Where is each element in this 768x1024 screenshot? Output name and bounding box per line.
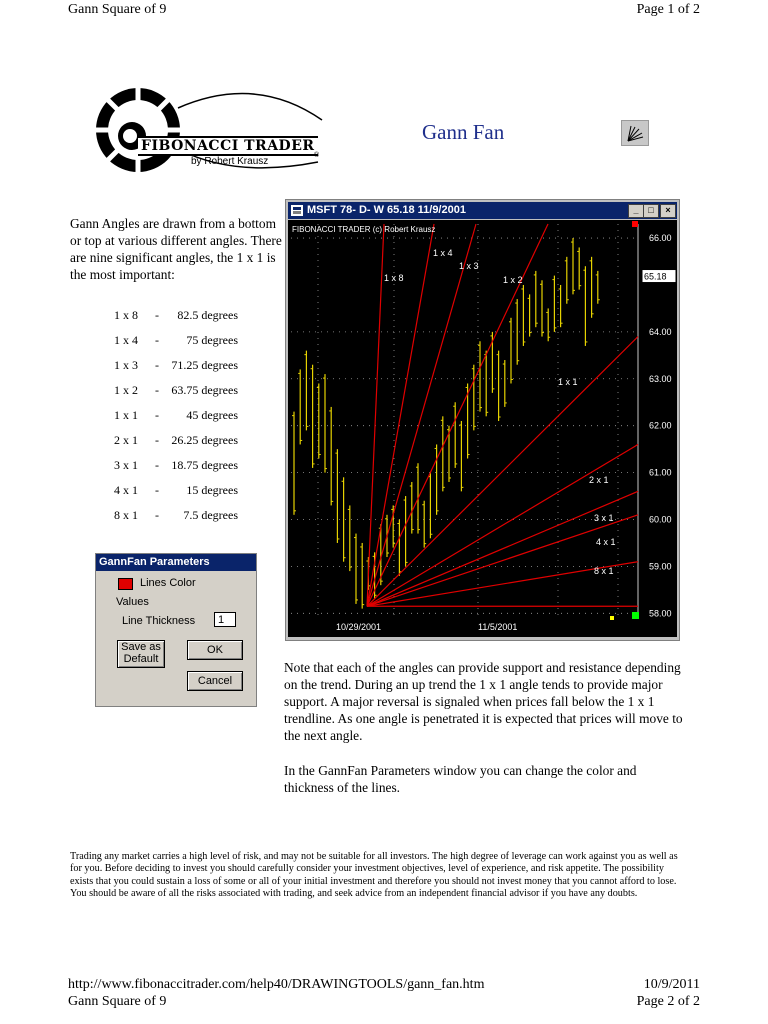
angle-degrees: 82.5 degrees — [177, 308, 238, 322]
angle-row — [114, 403, 238, 428]
y-tick-label: 59.00 — [649, 561, 672, 572]
fan-label: 1 x 8 — [384, 273, 404, 283]
angle-ratio: 1 x 2 — [114, 383, 138, 397]
support-resistance-paragraph: Note that each of the angles can provide support and resistance depending on the trend. During an up trend the 1 x 1 angle tends to provide major support. A major reversal is signaled when prices fall below the 1 x 1 trendline. As one angle is penetrated it is expected that prices will move to the next angle. — [284, 660, 683, 743]
lines-color-label: Lines Color — [140, 577, 196, 589]
fan-label: 2 x 1 — [589, 475, 609, 485]
angle-dash: - — [155, 458, 159, 472]
intro-paragraph: Gann Angles are drawn from a bottom or top at various different angles. There are nine significant angles, the 1 x 1 is the most important: — [70, 216, 282, 282]
angle-dash: - — [155, 408, 159, 422]
fibonacci-trader-logo — [86, 80, 326, 180]
line-thickness-input[interactable]: 1 — [214, 612, 236, 627]
angle-degrees: 75 degrees — [186, 333, 238, 347]
chart-window-title: MSFT 78- D- W 65.18 11/9/2001 — [307, 204, 466, 216]
fan-label: 4 x 1 — [596, 537, 616, 547]
angle-degrees: 7.5 degrees — [183, 508, 238, 522]
line-thickness-label: Line Thickness — [122, 615, 196, 627]
angle-degrees: 18.75 degrees — [171, 458, 238, 472]
angle-row — [114, 353, 238, 378]
angle-row — [114, 328, 238, 353]
angle-row — [114, 378, 238, 403]
fan-label: 8 x 1 — [594, 566, 614, 576]
angle-ratio: 1 x 4 — [114, 333, 138, 347]
y-tick-label: 64.00 — [649, 326, 672, 337]
y-tick-label: 60.00 — [649, 514, 672, 525]
gann-fan-icon[interactable] — [621, 120, 649, 146]
angle-ratio: 1 x 8 — [114, 308, 138, 322]
chart-background — [288, 220, 677, 637]
chart-window — [285, 199, 680, 641]
footer-date: 10/9/2011 — [643, 977, 700, 992]
y-tick-label: 58.00 — [649, 608, 672, 619]
footer-doc-title: Gann Square of 9 — [68, 994, 167, 1009]
save-as-default-button[interactable] — [117, 640, 165, 668]
ok-button[interactable]: OK — [187, 640, 243, 660]
angle-ratio: 3 x 1 — [114, 458, 138, 472]
gann-fan-icon-graphic — [622, 121, 648, 145]
fan-label: 1 x 3 — [459, 261, 479, 271]
footer-url[interactable]: http://www.fibonaccitrader.com/help40/DRAWINGTOOLS/gann_fan.htm — [68, 977, 485, 992]
y-tick-label: 61.00 — [649, 467, 672, 478]
y-tick-label: 62.00 — [649, 420, 672, 431]
risk-disclaimer: Trading any market carries a high level of risk, and may not be suitable for all investors. The high degree of leverage can work against you as well as for you. Before deciding to invest you should carefully consider your investment objectives, level of experience, and risk appetite. The possibility exists that you could sustain a loss of some or all of your initial investment and therefore you should not invest money that you cannot afford to lose. You should be aware of all the risks associated with trading, and seek advice from an independent financial advisor if you have any doubts. — [70, 851, 678, 900]
chart-window-app-icon — [291, 205, 303, 216]
angle-ratio: 1 x 3 — [114, 358, 138, 372]
chart-window-titlebar — [288, 202, 677, 219]
footer-page-label: Page 2 of 2 — [636, 994, 700, 1009]
angle-dash: - — [155, 508, 159, 522]
dialog-title: GannFan Parameters — [96, 554, 256, 571]
header-doc-title: Gann Square of 9 — [68, 2, 167, 17]
angle-row — [114, 453, 238, 478]
cursor-marker — [610, 616, 614, 620]
fan-label: 1 x 4 — [433, 248, 453, 258]
angle-dash: - — [155, 383, 159, 397]
angle-degrees: 71.25 degrees — [171, 358, 238, 372]
y-tick-label: 66.00 — [649, 233, 672, 244]
angle-dash: - — [155, 333, 159, 347]
fan-label: 3 x 1 — [594, 513, 614, 523]
angle-degrees: 15 degrees — [186, 483, 238, 497]
save-button-line1: Save as — [121, 641, 161, 653]
angle-dash: - — [155, 483, 159, 497]
y-tick-label: 63.00 — [649, 373, 672, 384]
values-label: Values — [116, 596, 149, 608]
angle-dash: - — [155, 308, 159, 322]
x-tick-label: 11/5/2001 — [478, 622, 518, 632]
fan-label: 1 x 2 — [503, 275, 523, 285]
angle-ratio: 1 x 1 — [114, 408, 138, 422]
gann-fan-chart[interactable] — [288, 220, 677, 637]
angle-degrees: 26.25 degrees — [171, 433, 238, 447]
angle-degrees: 63.75 degrees — [171, 383, 238, 397]
angle-ratio: 2 x 1 — [114, 433, 138, 447]
header-page-label: Page 1 of 2 — [636, 2, 700, 17]
bottom-corner-marker — [632, 612, 639, 619]
minimize-button[interactable]: _ — [628, 204, 644, 218]
fan-label: 1 x 1 — [558, 377, 578, 387]
angle-row — [114, 428, 238, 453]
page-title: Gann Fan — [422, 120, 505, 144]
chart-caption: FIBONACCI TRADER (c) Robert Krausz — [292, 225, 436, 234]
lines-color-swatch[interactable] — [118, 578, 133, 590]
angle-dash: - — [155, 433, 159, 447]
logo-brand-text: FIBONACCI TRADER — [138, 136, 318, 156]
maximize-button[interactable]: □ — [643, 204, 659, 218]
angle-row — [114, 303, 238, 328]
close-button[interactable]: × — [660, 204, 676, 218]
cancel-button[interactable]: Cancel — [187, 671, 243, 691]
save-button-line2: Default — [123, 653, 159, 665]
angle-row — [114, 503, 238, 528]
logo-byline: by Robert Krausz — [191, 156, 269, 167]
angle-row — [114, 478, 238, 503]
angle-dash: - — [155, 358, 159, 372]
registered-mark: ® — [314, 152, 320, 159]
angle-degrees: 45 degrees — [186, 408, 238, 422]
last-price-label: 65.18 — [644, 271, 667, 282]
angle-ratio: 8 x 1 — [114, 508, 138, 522]
top-corner-marker — [632, 221, 638, 227]
gannfan-parameters-dialog — [95, 553, 257, 707]
angle-table — [114, 303, 238, 528]
parameters-paragraph: In the GannFan Parameters window you can change the color and thickness of the lines. — [284, 763, 637, 795]
angle-ratio: 4 x 1 — [114, 483, 138, 497]
x-tick-label: 10/29/2001 — [336, 622, 382, 632]
